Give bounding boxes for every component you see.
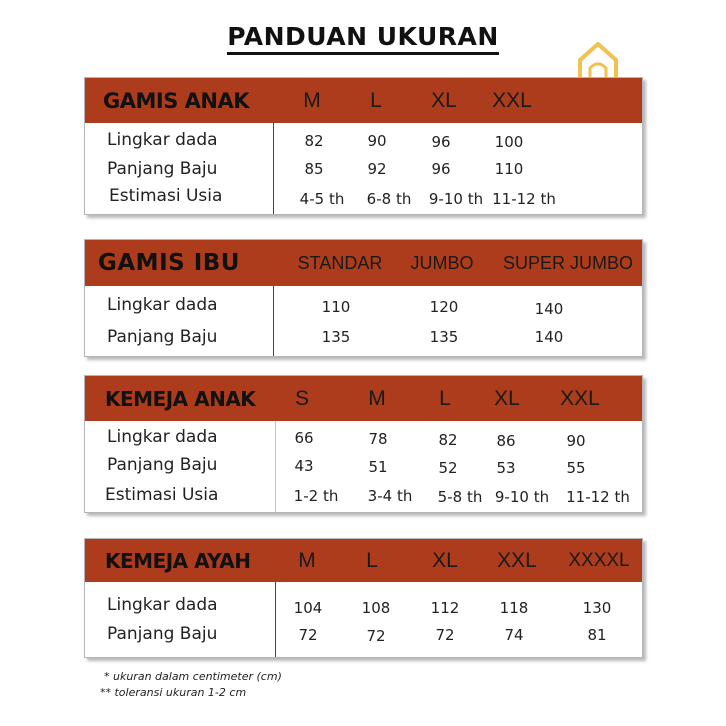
column-header: SUPER JUMBO bbox=[502, 252, 634, 273]
table-cell: 100 bbox=[494, 133, 524, 151]
row-label: Lingkar dada bbox=[107, 595, 218, 615]
table-cell: 55 bbox=[566, 459, 586, 477]
table-cell: 78 bbox=[368, 430, 388, 448]
column-header: XXL bbox=[560, 386, 600, 410]
row-label: Panjang Baju bbox=[107, 455, 218, 475]
footnote: ** toleransi ukuran 1-2 cm bbox=[100, 686, 247, 699]
table-title: KEMEJA ANAK bbox=[105, 386, 256, 411]
table-cell: 96 bbox=[431, 133, 451, 151]
table-cell: 81 bbox=[587, 626, 607, 644]
table-title: KEMEJA AYAH bbox=[105, 548, 251, 573]
table-cell: 5-8 th bbox=[437, 488, 483, 506]
table-cell: 110 bbox=[494, 160, 524, 178]
column-header: XL bbox=[432, 548, 458, 572]
table-cell: 104 bbox=[293, 599, 323, 617]
table-cell: 130 bbox=[582, 599, 612, 617]
column-header: L bbox=[439, 386, 451, 410]
table-cell: 53 bbox=[496, 459, 516, 477]
table-cell: 82 bbox=[438, 431, 458, 449]
table-cell: 86 bbox=[496, 432, 516, 450]
table-cell: 85 bbox=[304, 160, 324, 178]
table-cell: 120 bbox=[429, 298, 459, 316]
column-header: S bbox=[294, 386, 309, 410]
column-header: L bbox=[370, 88, 382, 112]
column-header: M bbox=[298, 548, 316, 572]
column-header: XL bbox=[494, 386, 520, 410]
table-cell: 82 bbox=[304, 132, 324, 150]
footnote: * ukuran dalam centimeter (cm) bbox=[104, 670, 282, 683]
size-table-kemeja-ayah bbox=[84, 538, 643, 658]
table-header bbox=[85, 539, 642, 582]
table-cell: 66 bbox=[294, 429, 314, 447]
table-cell: 92 bbox=[367, 160, 387, 178]
table-header bbox=[85, 376, 642, 421]
page-title-text: PANDUAN UKURAN bbox=[227, 22, 499, 55]
table-cell: 90 bbox=[367, 132, 387, 150]
table-cell: 11-12 th bbox=[566, 488, 630, 506]
column-divider bbox=[273, 286, 274, 356]
table-cell: 51 bbox=[368, 458, 388, 476]
table-cell: 90 bbox=[566, 432, 586, 450]
size-table-gamis-anak bbox=[84, 77, 643, 215]
table-cell: 9-10 th bbox=[428, 190, 484, 208]
row-label: Estimasi Usia bbox=[109, 186, 223, 206]
table-cell: 112 bbox=[430, 599, 460, 617]
column-header: JUMBO bbox=[410, 252, 474, 273]
column-header: XL bbox=[431, 88, 457, 112]
row-label: Panjang Baju bbox=[107, 624, 218, 644]
row-label: Lingkar dada bbox=[107, 130, 218, 150]
row-label: Panjang Baju bbox=[107, 327, 218, 347]
table-cell: 110 bbox=[321, 298, 351, 316]
column-header: L bbox=[366, 548, 378, 572]
table-cell: 135 bbox=[429, 328, 459, 346]
table-cell: 72 bbox=[435, 626, 455, 644]
column-header: STANDAR bbox=[297, 252, 383, 273]
table-cell: 9-10 th bbox=[494, 488, 550, 506]
table-cell: 140 bbox=[534, 300, 564, 318]
table-cell: 4-5 th bbox=[299, 190, 345, 208]
row-label: Lingkar dada bbox=[107, 295, 218, 315]
table-cell: 74 bbox=[504, 626, 524, 644]
table-cell: 140 bbox=[534, 328, 564, 346]
row-label: Estimasi Usia bbox=[105, 485, 219, 505]
table-cell: 108 bbox=[361, 599, 391, 617]
table-cell: 135 bbox=[321, 328, 351, 346]
table-cell: 72 bbox=[366, 627, 386, 645]
size-table-gamis-ibu bbox=[84, 239, 643, 357]
column-header: M bbox=[303, 88, 321, 112]
table-cell: 96 bbox=[431, 160, 451, 178]
table-cell: 72 bbox=[298, 626, 318, 644]
table-cell: 118 bbox=[499, 599, 529, 617]
column-header: XXL bbox=[492, 88, 532, 112]
table-header bbox=[85, 240, 642, 286]
table-cell: 11-12 th bbox=[492, 190, 556, 208]
table-cell: 3-4 th bbox=[367, 487, 413, 505]
column-header: XXL bbox=[497, 548, 537, 572]
table-title: GAMIS ANAK bbox=[103, 88, 249, 113]
size-table-kemeja-anak bbox=[84, 375, 643, 513]
row-label: Lingkar dada bbox=[107, 427, 218, 447]
table-cell: 52 bbox=[438, 459, 458, 477]
row-label: Panjang Baju bbox=[107, 159, 218, 179]
table-cell: 6-8 th bbox=[366, 190, 412, 208]
table-cell: 43 bbox=[294, 457, 314, 475]
table-title: GAMIS IBU bbox=[98, 250, 240, 276]
column-header: M bbox=[368, 386, 386, 410]
column-divider bbox=[275, 582, 276, 657]
table-cell: 1-2 th bbox=[293, 487, 339, 505]
table-header bbox=[85, 78, 642, 123]
column-header: XXXXL bbox=[568, 549, 630, 571]
